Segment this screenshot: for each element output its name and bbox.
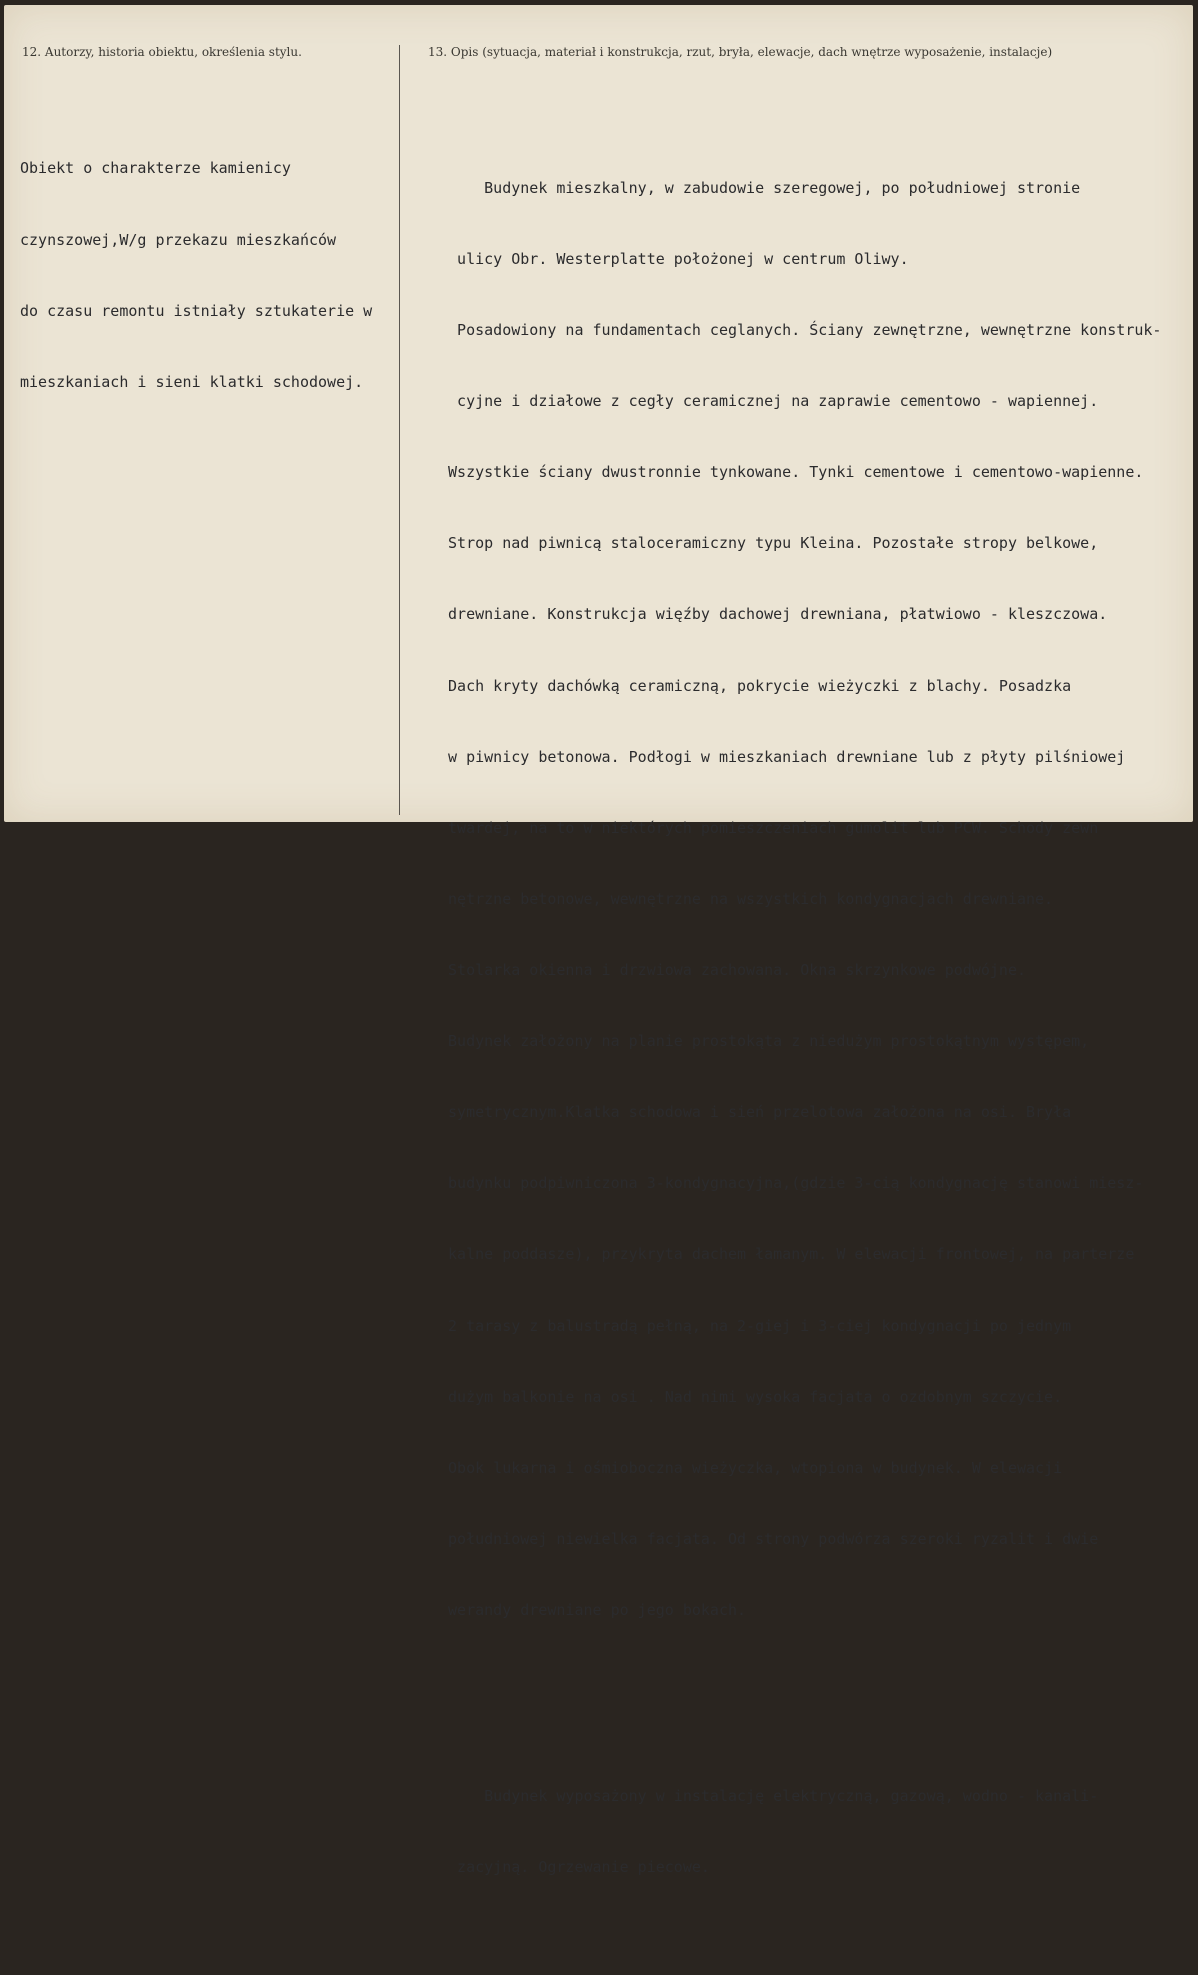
- text-line: Posadowiony na fundamentach ceglanych. Ściany zewnętrzne, wewnętrzne konstruk-: [439, 321, 1162, 340]
- left-line: Obiekt o charakterze kamienicy: [20, 159, 291, 178]
- text-line: zacyjną. Ogrzewanie piecowe.: [439, 1858, 710, 1877]
- text-line: nętrzne betonowe, wewnętrzne na wszystkich kondygnacjach drewniane.: [439, 889, 1054, 908]
- text-line: w piwnicy betonowa. Podłogi w mieszkaniach drewniane lub z płyty pilśniowej: [439, 747, 1126, 766]
- text-line: dużym balkonie na osi . Nad nimi wysoka facjata o ozdobnym szczycie.: [439, 1387, 1063, 1406]
- text-line: twardej, na to w niektórych pomieszczeniach gumolit lub PCW. Schody zewn: [439, 818, 1099, 837]
- text-line: ulicy Obr. Westerplatte położonej w centrum Oliwy.: [439, 249, 909, 268]
- text-line: Stolarka okienna i drzwiowa zachowana. Okna skrzynkowe podwójne.: [439, 961, 1026, 980]
- left-line: do czasu remontu istniały sztukaterie w: [20, 301, 373, 320]
- text-line: Wszystkie ściany dwustronnie tynkowane. Tynki cementowe i cementowo-wapienne.: [439, 463, 1144, 482]
- column-divider: [399, 45, 400, 815]
- right-column-header: 13. Opis (sytuacja, materiał i konstrukcja, rzut, bryła, elewacje, dach wnętrze wyposażenie, instalacje): [428, 45, 1053, 59]
- text-line: Budynek wyposażony w instalację elektryczną, gazową, wodno - kanali-: [439, 1786, 1099, 1805]
- text-line: werandy drewniane po jego bokach.: [439, 1601, 747, 1619]
- description-paragraph-1: [439, 129, 1161, 1670]
- text-line: 2 tarasy z balustradą pełną, na 2-giej i 3-ciej kondygnacji po jednym: [439, 1316, 1072, 1335]
- left-column-text: [20, 110, 372, 442]
- right-column-text: [439, 82, 1161, 1975]
- left-column-header: 12. Autorzy, historia obiektu, określenia stylu.: [22, 45, 302, 59]
- document-card: [4, 5, 1193, 1877]
- text-line: drewniane. Konstrukcja więźby dachowej drewniana, płatwiowo - kleszczowa.: [439, 605, 1108, 624]
- left-line: mieszkaniach i sieni klatki schodowej.: [20, 372, 364, 391]
- text-line: Strop nad piwnicą staloceramiczny typu Kleina. Pozostałe stropy belkowe,: [439, 534, 1099, 553]
- text-line: Dach kryty dachówką ceramiczną, pokrycie wieżyczki z blachy. Posadzka: [439, 676, 1072, 695]
- text-line: Budynek mieszkalny, w zabudowie szeregowej, po południowej stronie: [439, 178, 1081, 197]
- text-line: cyjne i działowe z cegły ceramicznej na zaprawie cementowo - wapiennej.: [439, 392, 1099, 411]
- text-line: budynku podpiwniczona 3-kondygnacyjna,(gdzie 3-cią kondygnację stanowi miesz-: [439, 1174, 1144, 1193]
- left-line: czynszowej,W/g przekazu mieszkańców: [20, 230, 337, 249]
- text-line: symetrycznym.Klatka schodowa i sień przelotowa założona na osi. Bryła: [439, 1103, 1072, 1122]
- text-line: południowej niewielka facjata. Od strony podwórza szeroki ryzalit i dwie: [439, 1529, 1099, 1548]
- description-paragraph-2: [439, 1738, 1161, 1928]
- text-line: Budynek założony na planie prostokąta z niedużym prostokątnym występem,: [439, 1032, 1090, 1051]
- text-line: Obok lukarna i ośmioboczna wieżyczka, wtopiona w budynek. W elewacji: [439, 1458, 1063, 1477]
- text-line: kalne poddasze), przykryta dachem łamanym. W elewacji frontowej, na parterze: [439, 1245, 1135, 1264]
